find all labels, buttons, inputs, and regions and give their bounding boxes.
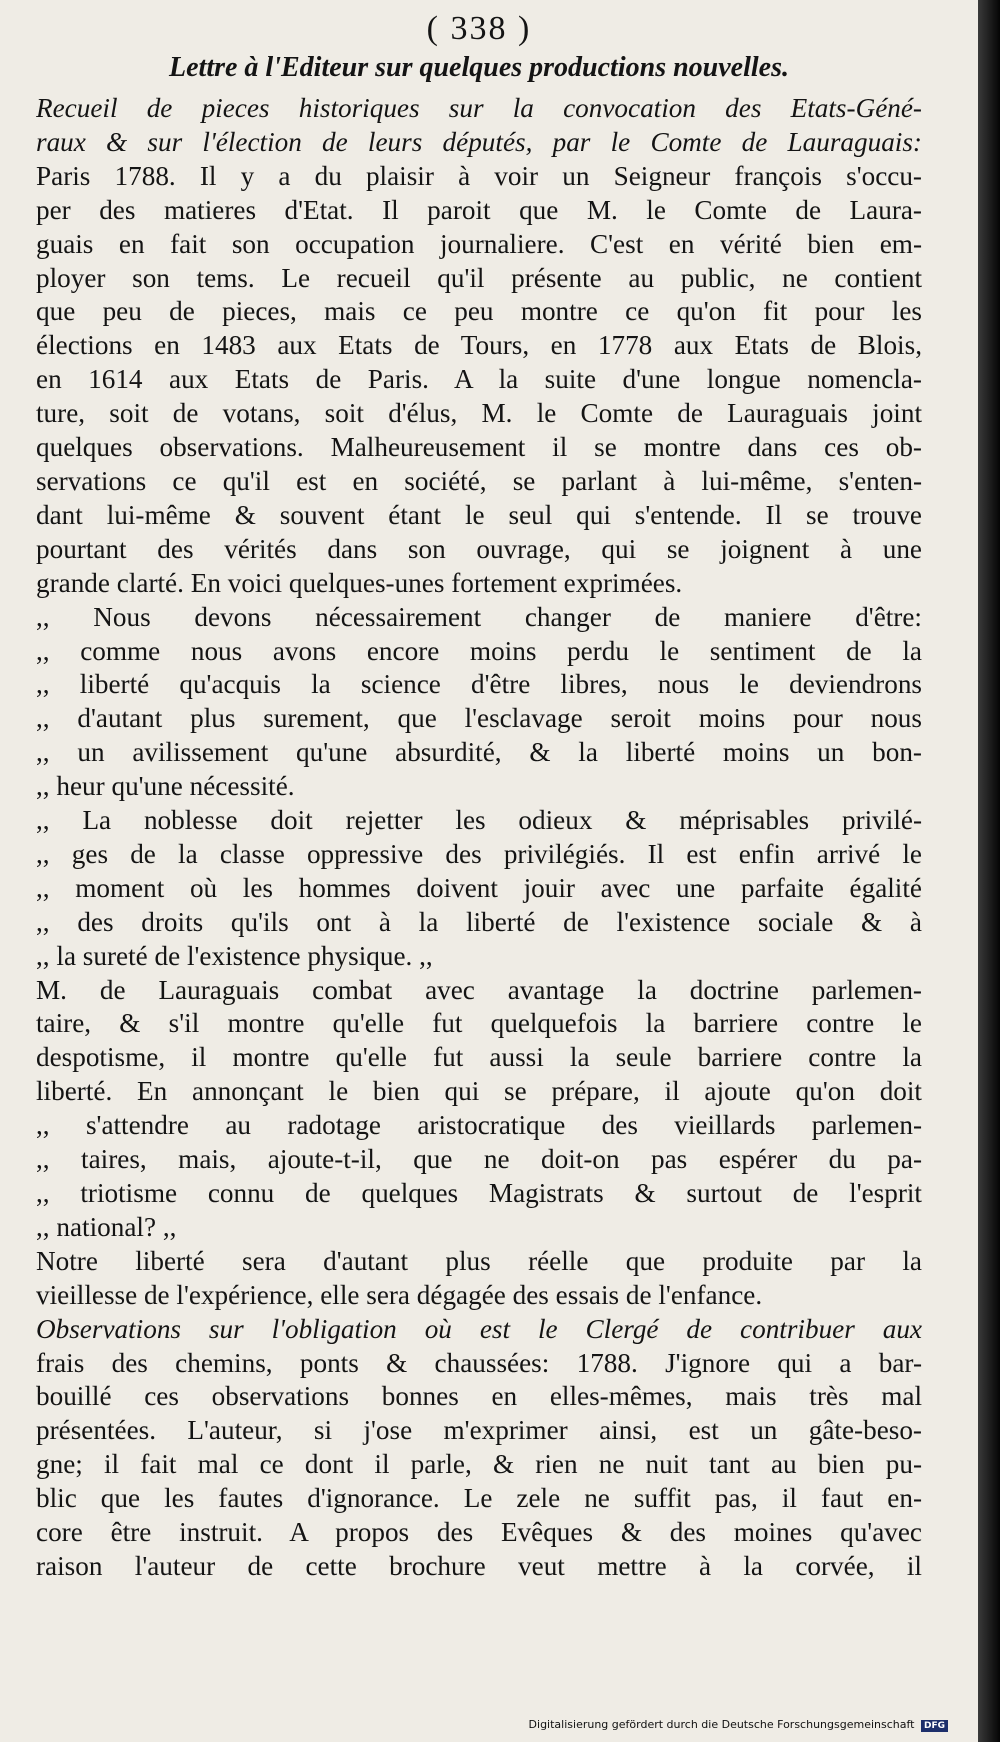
quote-line: ,, taires, mais, ajoute-t-il, que ne doit-on pas espérer du pa- xyxy=(36,1144,922,1175)
text-line: taire, & s'il montre qu'elle fut quelquefois la barriere contre le xyxy=(36,1008,922,1039)
text-line: liberté. En annonçant le bien qui se prépare, il ajoute qu'on doit xyxy=(36,1076,922,1107)
quote-line: ,, des droits qu'ils ont à la liberté de l'existence sociale & à xyxy=(36,906,922,937)
text-line: en 1614 aux Etats de Paris. A la suite d'une longue nomencla- xyxy=(36,364,922,395)
page-number: ( 338 ) xyxy=(426,10,532,47)
quote-line: ,, la sureté de l'existence physique. ,, xyxy=(36,940,433,971)
quote-line: ,, heur qu'une nécessité. xyxy=(36,771,295,802)
dfg-logo-icon: DFG xyxy=(921,1720,948,1732)
quote-line: ,, La noblesse doit rejetter les odieux & méprisables privilé- xyxy=(36,805,922,836)
digitization-footer xyxy=(529,1718,948,1732)
text-line: bouillé ces observations bonnes en elles-mêmes, mais très mal xyxy=(36,1381,922,1412)
section-heading: Lettre à l'Editeur sur quelques productions nouvelles. xyxy=(169,52,789,83)
scan-edge xyxy=(978,0,1000,1742)
quote-line: ,, triotisme connu de quelques Magistrats & surtout de l'esprit xyxy=(36,1178,922,1208)
text-line: frais des chemins, ponts & chaussées: 1788. J'ignore qui a bar- xyxy=(36,1347,922,1378)
text-line: M. de Lauraguais combat avec avantage la doctrine parlemen- xyxy=(36,974,922,1005)
body-text xyxy=(36,92,922,1584)
quote-line: ,, un avilissement qu'une absurdité, & la liberté moins un bon- xyxy=(36,737,922,768)
text-line: ployer son tems. Le recueil qu'il présente au public, ne contient xyxy=(36,262,922,293)
text-line: Recueil de pieces historiques sur la convocation des Etats-Géné- xyxy=(36,93,922,123)
quote-line: ,, national? ,, xyxy=(36,1211,177,1242)
text-line: Paris 1788. Il y a du plaisir à voir un Seigneur françois s'occu- xyxy=(36,160,922,191)
text-line: pourtant des vérités dans son ouvrage, qui se joignent à une xyxy=(36,533,922,564)
text-line: vieillesse de l'expérience, elle sera dégagée des essais de l'enfance. xyxy=(36,1279,763,1310)
footer-text: Digitalisierung gefördert durch die Deutsche Forschungsgemeinschaft xyxy=(528,1718,915,1731)
text-line: quelques observations. Malheureusement il se montre dans ces ob- xyxy=(36,432,922,463)
quote-line: ,, liberté qu'acquis la science d'être libres, nous le deviendrons xyxy=(36,669,922,700)
quote-line: ,, moment où les hommes doivent jouir avec une parfaite égalité xyxy=(36,872,922,903)
text-line: grande clarté. En voici quelques-unes fortement exprimées. xyxy=(36,567,683,598)
text-line: ture, soit de votans, soit d'élus, M. le Comte de Lauraguais joint xyxy=(36,398,922,429)
text-line: despotisme, il montre qu'elle fut aussi la seule barriere contre la xyxy=(36,1042,922,1073)
text-line: raison l'auteur de cette brochure veut mettre à la corvée, il xyxy=(36,1550,922,1581)
text-line: présentées. L'auteur, si j'ose m'exprimer ainsi, est un gâte-beso- xyxy=(36,1415,922,1446)
text-line: Observations sur l'obligation où est le Clergé de contribuer aux xyxy=(36,1313,922,1344)
text-line: gne; il fait mal ce dont il parle, & rien ne nuit tant au bien pu- xyxy=(36,1449,922,1480)
text-line: que peu de pieces, mais ce peu montre ce qu'on fit pour les xyxy=(36,296,922,327)
text-line: dant lui-même & souvent étant le seul qui s'entende. Il se trouve xyxy=(36,499,922,530)
quote-line: ,, Nous devons nécessairement changer de maniere d'être: xyxy=(36,601,922,632)
text-line: per des matieres d'Etat. Il paroit que M. le Comte de Laura- xyxy=(36,194,922,225)
quote-line: ,, s'attendre au radotage aristocratique des vieillards parlemen- xyxy=(36,1110,922,1141)
text-line: Notre liberté sera d'autant plus réelle que produite par la xyxy=(36,1245,922,1276)
text-line: core être instruit. A propos des Evêques & des moines qu'avec xyxy=(36,1517,922,1548)
quote-line: ,, comme nous avons encore moins perdu le sentiment de la xyxy=(36,635,922,666)
text-line: guais en fait son occupation journaliere. C'est en vérité bien em- xyxy=(36,228,922,259)
text-line: élections en 1483 aux Etats de Tours, en 1778 aux Etats de Blois, xyxy=(36,330,922,361)
text-line: servations ce qu'il est en société, se parlant à lui-même, s'enten- xyxy=(36,465,922,496)
quote-line: ,, d'autant plus surement, que l'esclavage seroit moins pour nous xyxy=(36,703,922,734)
text-line: raux & sur l'élection de leurs députés, par le Comte de Lauraguais: xyxy=(36,126,922,157)
quote-line: ,, ges de la classe oppressive des privilégiés. Il est enfin arrivé le xyxy=(36,838,922,869)
text-line: blic que les fautes d'ignorance. Le zele ne suffit pas, il faut en- xyxy=(36,1483,922,1514)
